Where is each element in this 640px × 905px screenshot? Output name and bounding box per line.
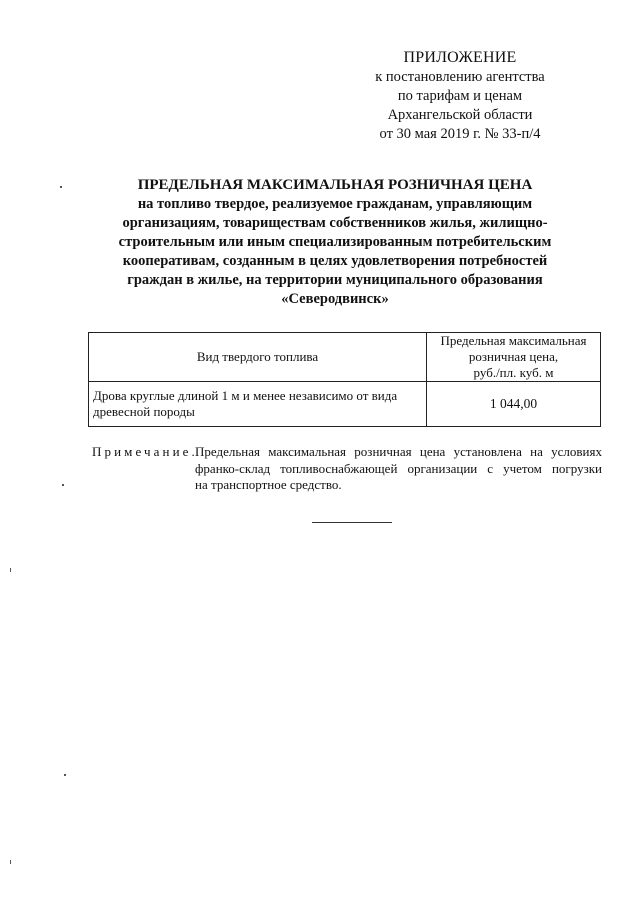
title-line: организациям, товариществам собственников жилья, жилищно- xyxy=(122,215,548,231)
title-line: на топливо твердое, реализуемое гражданам, управляющим xyxy=(137,196,533,212)
scan-speck xyxy=(64,774,66,776)
note-line: Предельная максимальная розничная цена установлена на условиях xyxy=(195,444,602,459)
price-value: 1 044,00 xyxy=(489,396,538,411)
title-line: строительным или иным специализированным потребительским xyxy=(118,234,552,250)
header-fuel-type xyxy=(89,333,427,382)
header-price-unit: руб./пл. куб. м xyxy=(473,365,554,380)
fuel-type-line: Дрова круглые длиной 1 м и менее независимо от вида xyxy=(93,388,398,403)
note-line: франко-склад топливоснабжающей организации с учетом погрузки xyxy=(195,460,602,476)
header-price-line: розничная цена, xyxy=(468,349,559,364)
appendix-line: по тарифам и ценам xyxy=(397,88,523,104)
scan-speck xyxy=(10,860,11,864)
header-price-line: Предельная максимальная xyxy=(440,333,587,348)
title-line: граждан в жилье, на территории муниципального образования xyxy=(127,272,543,288)
fuel-type-line: древесной породы xyxy=(93,404,195,419)
title-line: кооперативам, созданным в целях удовлетворения потребностей xyxy=(122,253,548,269)
title-line: «Северодвинск» xyxy=(281,291,389,307)
appendix-block xyxy=(350,48,570,144)
document-title xyxy=(80,176,590,309)
header-price xyxy=(427,333,601,382)
scan-speck xyxy=(60,186,62,188)
table-row xyxy=(89,382,601,427)
appendix-heading: ПРИЛОЖЕНИЕ xyxy=(403,49,517,66)
scan-speck xyxy=(62,484,64,486)
appendix-line: Архангельской области xyxy=(387,107,533,123)
scan-speck xyxy=(10,568,11,572)
price-cell xyxy=(427,382,601,427)
header-fuel-label: Вид твердого топлива xyxy=(196,349,319,364)
separator-line xyxy=(312,522,392,523)
note-label: Примечание. xyxy=(92,444,198,459)
price-table xyxy=(88,332,601,427)
note-line: на транспортное средство. xyxy=(195,477,342,492)
title-main: ПРЕДЕЛЬНАЯ МАКСИМАЛЬНАЯ РОЗНИЧНАЯ ЦЕНА xyxy=(137,177,533,193)
appendix-line: к постановлению агентства xyxy=(375,69,545,85)
fuel-type-cell xyxy=(89,382,427,427)
appendix-date: от 30 мая 2019 г. № 33-п/4 xyxy=(379,126,541,142)
table-header-row xyxy=(89,333,601,382)
